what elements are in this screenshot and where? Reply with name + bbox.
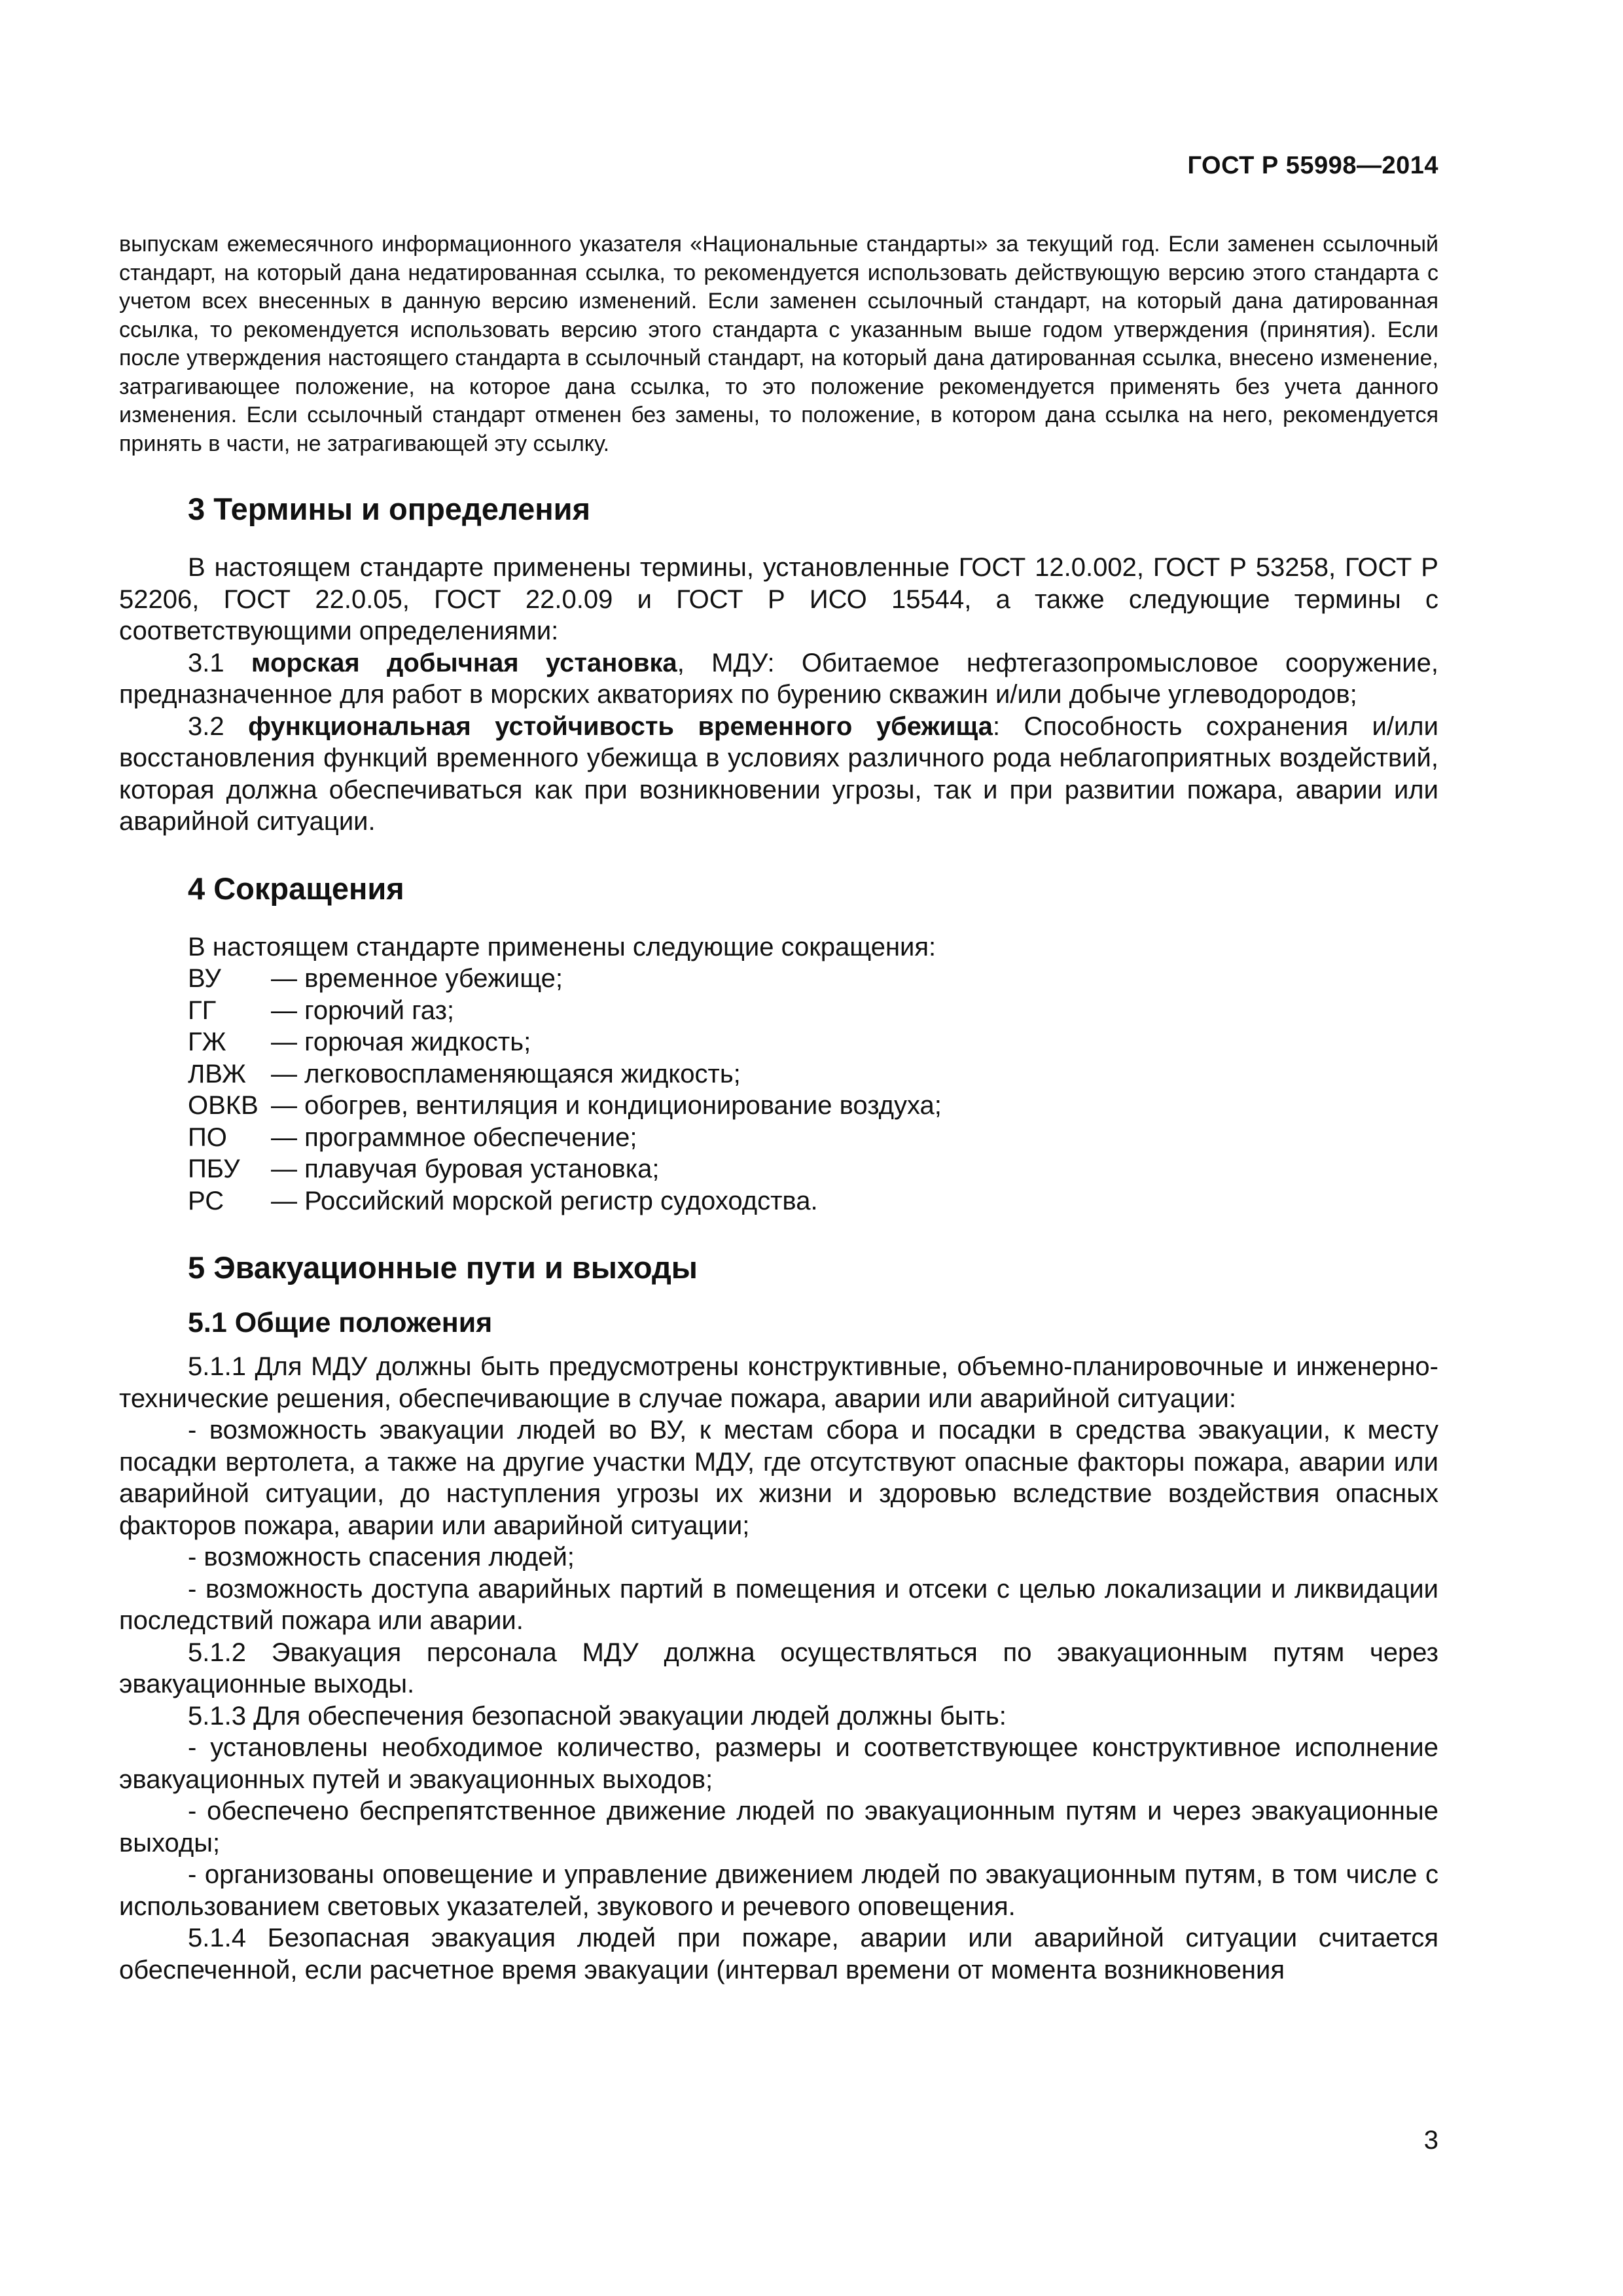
term-3-1 [119,647,1438,711]
term-3-1-definition: , МДУ: Обитаемое нефтегазопромысловое сооружение, предназначенное для работ в морских акваториях по бурению скважин и/или добыче углеводородов; [119,648,1438,709]
abbreviation-meaning: — обогрев, вентиляция и кондиционирование воздуха; [271,1091,942,1120]
abbreviation-item [119,1185,1438,1217]
abbreviation-code: ГЖ [188,1028,226,1056]
abbreviation-code: ПО [188,1122,227,1152]
section-3-heading: 3 Термины и определения [188,492,590,526]
document-header: ГОСТ Р 55998—2014 [1187,152,1438,179]
abbreviation-meaning: — Российский морской регистр судоходства. [271,1186,818,1215]
abbreviation-item [119,1153,1438,1185]
section-4-intro: В настоящем стандарте применены следующие сокращения: [188,932,936,961]
paragraph-5-1-3: 5.1.3 Для обеспечения безопасной эвакуации людей должны быть: [188,1701,1007,1731]
abbreviation-code: ОВКВ [188,1091,259,1120]
section-4-heading: 4 Сокращения [188,870,404,906]
term-3-2-title: функциональная устойчивость временного убежища [248,711,993,741]
term-3-2 [119,711,1438,838]
intro-paragraph: выпускам ежемесячного информационного указателя «Национальные стандарты» за текущий год. Если заменен ссылочный стандарт, на который дана недатированная ссылка, то рекомендуется использовать действующую версию этого стандарта с учетом всех внесенных в данную версию изменений. Если заменен ссылочный стандарт, на который дана датированная ссылка, то рекомендуется использовать версию этого стандарта с указанным выше годом утверждения (принятия). Если после утверждения настоящего стандарта в ссылочный стандарт, на который дана датированная ссылка, внесено изменение, затрагивающее положение, на которое дана ссылка, то это положение рекомендуется применять без учета данного изменения. Если ссылочный стандарт отменен без замены, то положение, в котором дана ссылка на него, рекомендуется принять в части, не затрагивающей эту ссылку. [119,232,1438,456]
abbreviation-item [119,1090,1438,1122]
list-item: - организованы оповещение и управление движением людей по эвакуационным путям, в том числе с использованием световых указателей, звукового и речевого оповещения. [119,1860,1438,1921]
paragraph-5-1-4: 5.1.4 Безопасная эвакуация людей при пожаре, аварии или аварийной ситуации считается обеспеченной, если расчетное время эвакуации (интервал времени от момента возникновения [119,1924,1438,1984]
abbreviation-meaning: — программное обеспечение; [271,1122,637,1152]
page-number: 3 [1423,2126,1438,2155]
abbreviation-meaning: — горючая жидкость; [271,1028,531,1056]
paragraph-5-1-1: 5.1.1 Для МДУ должны быть предусмотрены конструктивные, объемно-планировочные и инженерно-технические решения, обеспечивающие в случае пожара, аварии или аварийной ситуации: [119,1352,1438,1413]
abbreviation-code: ВУ [188,964,221,993]
section-5-heading: 5 Эвакуационные пути и выходы [188,1250,698,1285]
abbreviation-meaning: — горючий газ; [271,996,455,1025]
section-3-intro: В настоящем стандарте применены термины, установленные ГОСТ 12.0.002, ГОСТ Р 53258, ГОСТ Р 52206, ГОСТ 22.0.05, ГОСТ 22.0.09 и ГОСТ Р ИСО 15544, а также следующие термины с соответствующими определениями: [119,553,1438,645]
abbreviation-meaning: — временное убежище; [271,964,563,993]
subsection-5-1-heading: 5.1 Общие положения [188,1307,493,1338]
abbreviation-item [119,995,1438,1027]
abbreviation-item [119,963,1438,995]
list-item: - возможность эвакуации людей во ВУ, к местам сбора и посадки в средства эвакуации, к месту посадки вертолета, а также на другие участки МДУ, где отсутствуют опасные факторы пожара, аварии или аварийной ситуации, до наступления угрозы их жизни и здоровью вследствие воздействия опасных факторов пожара, аварии или аварийной ситуации; [119,1416,1438,1540]
term-3-1-title: морская добычная установка [251,648,677,677]
list-item: - возможность спасения людей; [188,1543,575,1571]
abbreviation-item [119,1122,1438,1154]
list-item: - возможность доступа аварийных партий в помещения и отсеки с целью локализации и ликвидации последствий пожара или аварии. [119,1574,1438,1635]
abbreviation-code: ГГ [188,996,217,1025]
abbreviation-list [119,963,1438,1217]
abbreviation-meaning: — легковоспламеняющаяся жидкость; [271,1059,741,1088]
abbreviation-code: ЛВЖ [188,1059,246,1088]
abbreviation-code: ПБУ [188,1155,240,1183]
abbreviation-meaning: — плавучая буровая установка; [271,1155,660,1183]
term-3-1-number: 3.1 [188,648,224,677]
paragraph-5-1-2: 5.1.2 Эвакуация персонала МДУ должна осуществляться по эвакуационным путям через эвакуационные выходы. [119,1638,1438,1698]
abbreviation-item [119,1026,1438,1058]
list-item: - установлены необходимое количество, размеры и соответствующее конструктивное исполнение эвакуационных путей и эвакуационных выходов; [119,1733,1438,1794]
term-3-2-number: 3.2 [188,711,224,741]
abbreviation-code: РС [188,1186,224,1215]
list-item: - обеспечено беспрепятственное движение людей по эвакуационным путям и через эвакуационные выходы; [119,1797,1438,1857]
term-3-2-definition: : Способность сохранения и/или восстановления функций временного убежища в условиях различного рода неблагоприятных воздействий, которая должна обеспечиваться как при возникновении угрозы, так и при развитии пожара, аварии или аварийной ситуации. [119,711,1438,836]
abbreviation-item [119,1058,1438,1090]
page-content [119,230,1438,1986]
